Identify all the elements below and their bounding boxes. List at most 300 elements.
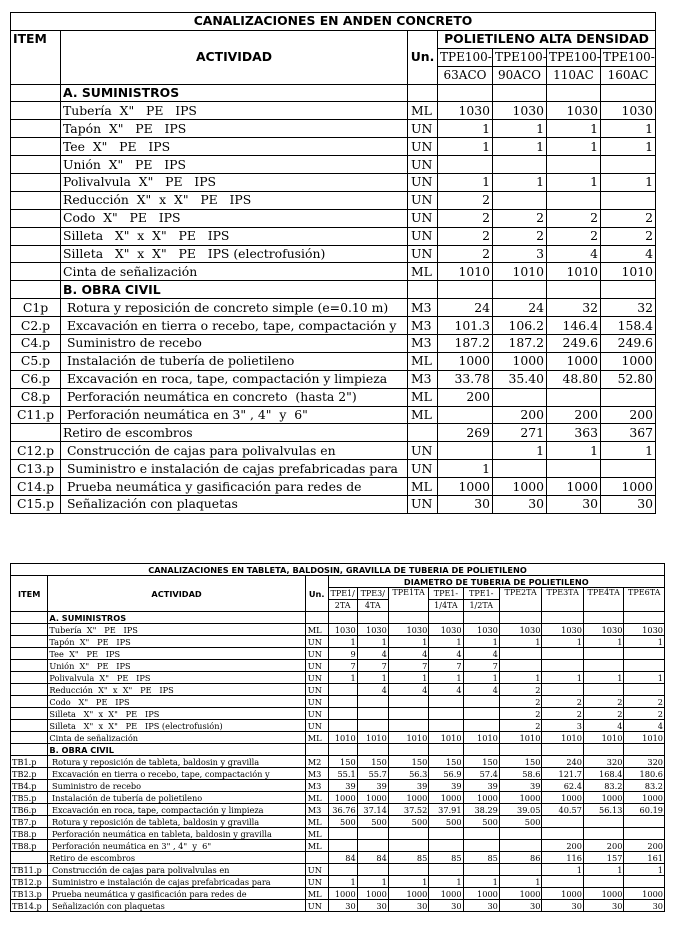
value-cell: 1030 bbox=[463, 624, 499, 636]
value-cell: 37.14 bbox=[357, 804, 388, 816]
value-cell: 1000 bbox=[328, 792, 357, 804]
value-cell: 1 bbox=[624, 636, 665, 648]
item-code bbox=[11, 672, 48, 684]
value-cell: 500 bbox=[463, 816, 499, 828]
activity-cell: Codo X" PE IPS bbox=[48, 696, 305, 708]
value-cell: 500 bbox=[388, 816, 428, 828]
table-row bbox=[11, 138, 656, 156]
category-header: TPE100- bbox=[438, 48, 493, 66]
item-code: TB12.p bbox=[11, 876, 48, 888]
value-cell: 1 bbox=[388, 636, 428, 648]
unit-cell: UN bbox=[305, 648, 328, 660]
activity-cell: Polivalvula X" PE IPS bbox=[48, 672, 305, 684]
table-row bbox=[11, 900, 665, 912]
value-cell: 1010 bbox=[388, 732, 428, 744]
unit-cell: UN bbox=[408, 496, 438, 514]
value-cell bbox=[328, 840, 357, 852]
value-cell bbox=[463, 828, 499, 840]
value-cell bbox=[463, 840, 499, 852]
value-cell: 2 bbox=[438, 191, 493, 209]
item-code: TB5.p bbox=[11, 792, 48, 804]
activity-cell: Tubería X" PE IPS bbox=[48, 624, 305, 636]
value-cell bbox=[499, 660, 542, 672]
value-cell: 1 bbox=[624, 864, 665, 876]
value-cell bbox=[463, 744, 499, 756]
value-cell: 1 bbox=[438, 138, 493, 156]
table-row bbox=[11, 102, 656, 120]
activity-cell: Instalación de tubería de polietileno bbox=[61, 352, 408, 370]
item-code: C12.p bbox=[11, 442, 61, 460]
value-cell: 1000 bbox=[388, 888, 428, 900]
value-cell bbox=[388, 840, 428, 852]
activity-cell: Suministro de recebo bbox=[61, 335, 408, 353]
category-header: TPE100- bbox=[493, 48, 547, 66]
value-cell: 4 bbox=[429, 648, 463, 660]
item-code bbox=[11, 744, 48, 756]
value-cell bbox=[388, 744, 428, 756]
value-cell: 30 bbox=[388, 900, 428, 912]
value-cell: 1000 bbox=[601, 478, 656, 496]
value-cell bbox=[499, 612, 542, 624]
value-cell bbox=[624, 612, 665, 624]
value-cell: 150 bbox=[357, 756, 388, 768]
value-cell: 269 bbox=[438, 424, 493, 442]
value-cell: 2 bbox=[542, 696, 584, 708]
value-cell: 200 bbox=[493, 406, 547, 424]
value-cell: 37.91 bbox=[429, 804, 463, 816]
value-cell bbox=[583, 876, 623, 888]
value-cell bbox=[601, 281, 656, 299]
value-cell: 30 bbox=[438, 496, 493, 514]
value-cell: 2 bbox=[438, 227, 493, 245]
category-header: TPE3TA bbox=[542, 588, 584, 612]
category-header: TPE100- bbox=[547, 48, 601, 66]
value-cell bbox=[542, 684, 584, 696]
table-row bbox=[11, 876, 665, 888]
activity-cell: Rotura y reposición de concreto simple (e=0.10 m) bbox=[61, 299, 408, 317]
value-cell: 1030 bbox=[328, 624, 357, 636]
value-cell: 1000 bbox=[388, 792, 428, 804]
item-code bbox=[11, 424, 61, 442]
table-row bbox=[11, 442, 656, 460]
value-cell: 1030 bbox=[624, 624, 665, 636]
value-cell bbox=[357, 720, 388, 732]
value-cell bbox=[388, 612, 428, 624]
value-cell: 1 bbox=[388, 672, 428, 684]
value-cell bbox=[463, 708, 499, 720]
unit-cell: ML bbox=[305, 840, 328, 852]
value-cell: 30 bbox=[357, 900, 388, 912]
value-cell: 1000 bbox=[547, 478, 601, 496]
activity-cell: Excavación en roca, tape, compactación y limpieza bbox=[61, 370, 408, 388]
value-cell: 1 bbox=[547, 442, 601, 460]
activity-cell: Rotura y reposición de tableta, baldosin y gravilla bbox=[48, 816, 305, 828]
unit-cell: ML bbox=[305, 624, 328, 636]
item-code bbox=[11, 102, 61, 120]
item-code: C6.p bbox=[11, 370, 61, 388]
value-cell: 4 bbox=[357, 648, 388, 660]
value-cell: 1 bbox=[357, 636, 388, 648]
value-cell bbox=[542, 648, 584, 660]
value-cell: 2 bbox=[499, 684, 542, 696]
value-cell bbox=[463, 696, 499, 708]
value-cell bbox=[493, 156, 547, 174]
item-code: C13.p bbox=[11, 460, 61, 478]
value-cell: 116 bbox=[542, 852, 584, 864]
unit-cell: UN bbox=[408, 156, 438, 174]
value-cell bbox=[583, 744, 623, 756]
unit-cell: UN bbox=[408, 227, 438, 245]
value-cell bbox=[429, 612, 463, 624]
value-cell: 187.2 bbox=[493, 335, 547, 353]
activity-cell: Cinta de señalización bbox=[48, 732, 305, 744]
value-cell: 1000 bbox=[583, 888, 623, 900]
table-row bbox=[11, 660, 665, 672]
category-header: TPE3/ bbox=[357, 588, 388, 600]
value-cell: 2 bbox=[438, 245, 493, 263]
activity-cell: Tubería X" PE IPS bbox=[61, 102, 408, 120]
value-cell bbox=[357, 744, 388, 756]
value-cell: 1000 bbox=[438, 478, 493, 496]
value-cell: 2 bbox=[547, 227, 601, 245]
section-row bbox=[11, 744, 665, 756]
item-code bbox=[11, 660, 48, 672]
unit-cell: UN bbox=[305, 708, 328, 720]
item-code: TB2.p bbox=[11, 768, 48, 780]
item-code bbox=[11, 156, 61, 174]
value-cell: 30 bbox=[463, 900, 499, 912]
value-cell: 1030 bbox=[547, 102, 601, 120]
table-row bbox=[11, 792, 665, 804]
value-cell: 1 bbox=[601, 442, 656, 460]
value-cell: 1 bbox=[429, 636, 463, 648]
value-cell: 1000 bbox=[499, 888, 542, 900]
value-cell: 200 bbox=[542, 840, 584, 852]
value-cell: 1 bbox=[357, 672, 388, 684]
value-cell bbox=[388, 720, 428, 732]
value-cell: 36.76 bbox=[328, 804, 357, 816]
unit-cell: UN bbox=[408, 120, 438, 138]
value-cell: 1 bbox=[547, 138, 601, 156]
value-cell: 320 bbox=[624, 756, 665, 768]
value-cell: 150 bbox=[388, 756, 428, 768]
value-cell: 85 bbox=[388, 852, 428, 864]
value-cell: 1010 bbox=[542, 732, 584, 744]
unit-header: Un. bbox=[408, 30, 438, 84]
value-cell bbox=[624, 648, 665, 660]
activity-cell: Perforación neumática en concreto (hasta 2") bbox=[61, 388, 408, 406]
value-cell bbox=[493, 281, 547, 299]
activity-cell: Excavación en tierra o recebo, tape, compactación y bbox=[61, 317, 408, 335]
value-cell: 32 bbox=[547, 299, 601, 317]
table-row bbox=[11, 370, 656, 388]
value-cell bbox=[583, 648, 623, 660]
value-cell: 85 bbox=[429, 852, 463, 864]
value-cell: 249.6 bbox=[547, 335, 601, 353]
unit-cell bbox=[305, 852, 328, 864]
activity-cell: Tapón X" PE IPS bbox=[48, 636, 305, 648]
value-cell: 363 bbox=[547, 424, 601, 442]
value-cell: 1 bbox=[438, 174, 493, 192]
unit-cell: M3 bbox=[408, 299, 438, 317]
unit-cell: ML bbox=[408, 406, 438, 424]
item-code: TB4.p bbox=[11, 780, 48, 792]
value-cell: 1010 bbox=[547, 263, 601, 281]
category-header: 1/2TA bbox=[463, 600, 499, 612]
value-cell: 1000 bbox=[624, 888, 665, 900]
value-cell bbox=[499, 840, 542, 852]
value-cell: 1 bbox=[388, 876, 428, 888]
value-cell bbox=[438, 406, 493, 424]
item-code: TB13.p bbox=[11, 888, 48, 900]
table-row bbox=[11, 263, 656, 281]
unit-cell: M3 bbox=[305, 804, 328, 816]
value-cell bbox=[583, 612, 623, 624]
table-row bbox=[11, 424, 656, 442]
value-cell: 1030 bbox=[499, 624, 542, 636]
value-cell bbox=[601, 460, 656, 478]
unit-cell bbox=[408, 424, 438, 442]
item-header: ITEM bbox=[11, 576, 48, 612]
value-cell: 1 bbox=[493, 138, 547, 156]
value-cell: 320 bbox=[583, 756, 623, 768]
table-row bbox=[11, 174, 656, 192]
item-code bbox=[11, 174, 61, 192]
value-cell bbox=[547, 388, 601, 406]
value-cell bbox=[583, 660, 623, 672]
activity-cell: Suministro e instalación de cajas prefabricadas para bbox=[61, 460, 408, 478]
value-cell bbox=[542, 876, 584, 888]
activity-cell: Tapón X" PE IPS bbox=[61, 120, 408, 138]
category-header: TPE1TA bbox=[388, 588, 428, 612]
table-row bbox=[11, 672, 665, 684]
value-cell bbox=[583, 684, 623, 696]
value-cell bbox=[438, 84, 493, 102]
value-cell bbox=[463, 720, 499, 732]
unit-cell: UN bbox=[305, 696, 328, 708]
value-cell: 1 bbox=[542, 636, 584, 648]
item-code bbox=[11, 684, 48, 696]
value-cell: 4 bbox=[388, 648, 428, 660]
value-cell: 1010 bbox=[429, 732, 463, 744]
value-cell: 1010 bbox=[624, 732, 665, 744]
activity-cell: Señalización con plaquetas bbox=[48, 900, 305, 912]
value-cell: 1030 bbox=[601, 102, 656, 120]
value-cell bbox=[542, 660, 584, 672]
section-row bbox=[11, 84, 656, 102]
value-cell bbox=[624, 816, 665, 828]
value-cell bbox=[493, 460, 547, 478]
value-cell: 200 bbox=[547, 406, 601, 424]
value-cell: 180.6 bbox=[624, 768, 665, 780]
value-cell: 9 bbox=[328, 648, 357, 660]
item-code bbox=[11, 84, 61, 102]
value-cell bbox=[438, 281, 493, 299]
value-cell: 57.4 bbox=[463, 768, 499, 780]
category-header: TPE100- bbox=[601, 48, 656, 66]
value-cell: 1 bbox=[601, 138, 656, 156]
value-cell: 200 bbox=[583, 840, 623, 852]
value-cell: 60.19 bbox=[624, 804, 665, 816]
value-cell: 1000 bbox=[624, 792, 665, 804]
value-cell: 1 bbox=[624, 672, 665, 684]
value-cell: 1 bbox=[542, 864, 584, 876]
value-cell: 1000 bbox=[583, 792, 623, 804]
item-code bbox=[11, 636, 48, 648]
value-cell: 158.4 bbox=[601, 317, 656, 335]
value-cell: 2 bbox=[493, 209, 547, 227]
value-cell: 4 bbox=[429, 684, 463, 696]
activity-cell: Silleta X" x X" PE IPS bbox=[61, 227, 408, 245]
value-cell: 200 bbox=[601, 406, 656, 424]
activity-header: ACTIVIDAD bbox=[48, 576, 305, 612]
activity-cell: Retiro de escombros bbox=[48, 852, 305, 864]
value-cell bbox=[624, 744, 665, 756]
value-cell: 249.6 bbox=[601, 335, 656, 353]
value-cell: 39.05 bbox=[499, 804, 542, 816]
unit-cell: UN bbox=[305, 876, 328, 888]
value-cell: 4 bbox=[357, 684, 388, 696]
activity-cell: Unión X" PE IPS bbox=[61, 156, 408, 174]
unit-cell: ML bbox=[305, 828, 328, 840]
value-cell bbox=[624, 876, 665, 888]
value-cell: 1 bbox=[547, 120, 601, 138]
value-cell: 240 bbox=[542, 756, 584, 768]
value-cell: 200 bbox=[624, 840, 665, 852]
value-cell: 4 bbox=[463, 648, 499, 660]
activity-cell: Polivalvula X" PE IPS bbox=[61, 174, 408, 192]
value-cell: 1000 bbox=[463, 792, 499, 804]
value-cell: 30 bbox=[547, 496, 601, 514]
value-cell bbox=[547, 460, 601, 478]
unit-cell: UN bbox=[408, 460, 438, 478]
unit-cell: UN bbox=[305, 684, 328, 696]
value-cell: 168.4 bbox=[583, 768, 623, 780]
table-row bbox=[11, 624, 665, 636]
value-cell: 1 bbox=[499, 876, 542, 888]
value-cell: 2 bbox=[547, 209, 601, 227]
value-cell: 2 bbox=[499, 720, 542, 732]
value-cell: 7 bbox=[328, 660, 357, 672]
table-row bbox=[11, 684, 665, 696]
section-title: B. OBRA CIVIL bbox=[61, 281, 408, 299]
table-row bbox=[11, 335, 656, 353]
activity-cell: Silleta X" x X" PE IPS (electrofusión) bbox=[61, 245, 408, 263]
value-cell: 39 bbox=[328, 780, 357, 792]
value-cell: 56.9 bbox=[429, 768, 463, 780]
table-row bbox=[11, 864, 665, 876]
table-row bbox=[11, 120, 656, 138]
item-code bbox=[11, 708, 48, 720]
activity-cell: Rotura y reposición de tableta, baldosin y gravilla bbox=[48, 756, 305, 768]
category-header: TPE1- bbox=[463, 588, 499, 600]
item-code: C11.p bbox=[11, 406, 61, 424]
category-header: 2TA bbox=[328, 600, 357, 612]
table-title: CANALIZACIONES EN TABLETA, BALDOSIN, GRAVILLA DE TUBERIA DE POLIETILENO bbox=[11, 564, 665, 576]
value-cell: 1000 bbox=[601, 352, 656, 370]
value-cell bbox=[583, 828, 623, 840]
value-cell: 1000 bbox=[429, 888, 463, 900]
value-cell bbox=[328, 708, 357, 720]
unit-cell: UN bbox=[305, 900, 328, 912]
item-code: TB1.p bbox=[11, 756, 48, 768]
category-header: TPE6TA bbox=[624, 588, 665, 612]
value-cell bbox=[499, 864, 542, 876]
value-cell: 48.80 bbox=[547, 370, 601, 388]
value-cell bbox=[357, 840, 388, 852]
value-cell: 85 bbox=[463, 852, 499, 864]
value-cell bbox=[601, 191, 656, 209]
value-cell: 1000 bbox=[542, 888, 584, 900]
value-cell: 55.7 bbox=[357, 768, 388, 780]
value-cell: 2 bbox=[542, 708, 584, 720]
value-cell: 1010 bbox=[438, 263, 493, 281]
table-row bbox=[11, 816, 665, 828]
value-cell: 1000 bbox=[499, 792, 542, 804]
value-cell: 1030 bbox=[357, 624, 388, 636]
value-cell bbox=[463, 864, 499, 876]
table-title: CANALIZACIONES EN ANDEN CONCRETO bbox=[11, 13, 656, 31]
item-code bbox=[11, 696, 48, 708]
value-cell: 1000 bbox=[429, 792, 463, 804]
table-row bbox=[11, 720, 665, 732]
value-cell: 500 bbox=[328, 816, 357, 828]
activity-cell: Reducción X" x X" PE IPS bbox=[61, 191, 408, 209]
item-code bbox=[11, 263, 61, 281]
value-cell bbox=[601, 84, 656, 102]
value-cell: 1030 bbox=[542, 624, 584, 636]
value-cell: 4 bbox=[583, 720, 623, 732]
value-cell: 1010 bbox=[583, 732, 623, 744]
table-row bbox=[11, 227, 656, 245]
value-cell: 52.80 bbox=[601, 370, 656, 388]
value-cell: 1010 bbox=[328, 732, 357, 744]
value-cell: 1 bbox=[583, 636, 623, 648]
table-row bbox=[11, 406, 656, 424]
table-row bbox=[11, 828, 665, 840]
value-cell: 30 bbox=[493, 496, 547, 514]
value-cell: 367 bbox=[601, 424, 656, 442]
value-cell: 7 bbox=[388, 660, 428, 672]
table-row bbox=[11, 732, 665, 744]
value-cell: 3 bbox=[542, 720, 584, 732]
table-row bbox=[11, 245, 656, 263]
category-header: TPE2TA bbox=[499, 588, 542, 612]
value-cell bbox=[328, 612, 357, 624]
unit-cell: M2 bbox=[305, 756, 328, 768]
table-body bbox=[11, 612, 665, 912]
value-cell: 150 bbox=[463, 756, 499, 768]
value-cell bbox=[583, 816, 623, 828]
value-cell: 37.52 bbox=[388, 804, 428, 816]
value-cell: 500 bbox=[499, 816, 542, 828]
value-cell: 1 bbox=[463, 672, 499, 684]
value-cell bbox=[328, 864, 357, 876]
value-cell bbox=[493, 84, 547, 102]
value-cell: 1 bbox=[583, 864, 623, 876]
value-cell: 2 bbox=[624, 696, 665, 708]
value-cell bbox=[388, 828, 428, 840]
activity-cell: Unión X" PE IPS bbox=[48, 660, 305, 672]
activity-cell: Prueba neumática y gasificación para redes de bbox=[61, 478, 408, 496]
unit-cell bbox=[305, 744, 328, 756]
activity-cell: Tee X" PE IPS bbox=[48, 648, 305, 660]
activity-cell: Suministro e instalación de cajas prefabricadas para bbox=[48, 876, 305, 888]
item-code: C4.p bbox=[11, 335, 61, 353]
value-cell: 4 bbox=[463, 684, 499, 696]
item-code bbox=[11, 648, 48, 660]
value-cell: 30 bbox=[624, 900, 665, 912]
